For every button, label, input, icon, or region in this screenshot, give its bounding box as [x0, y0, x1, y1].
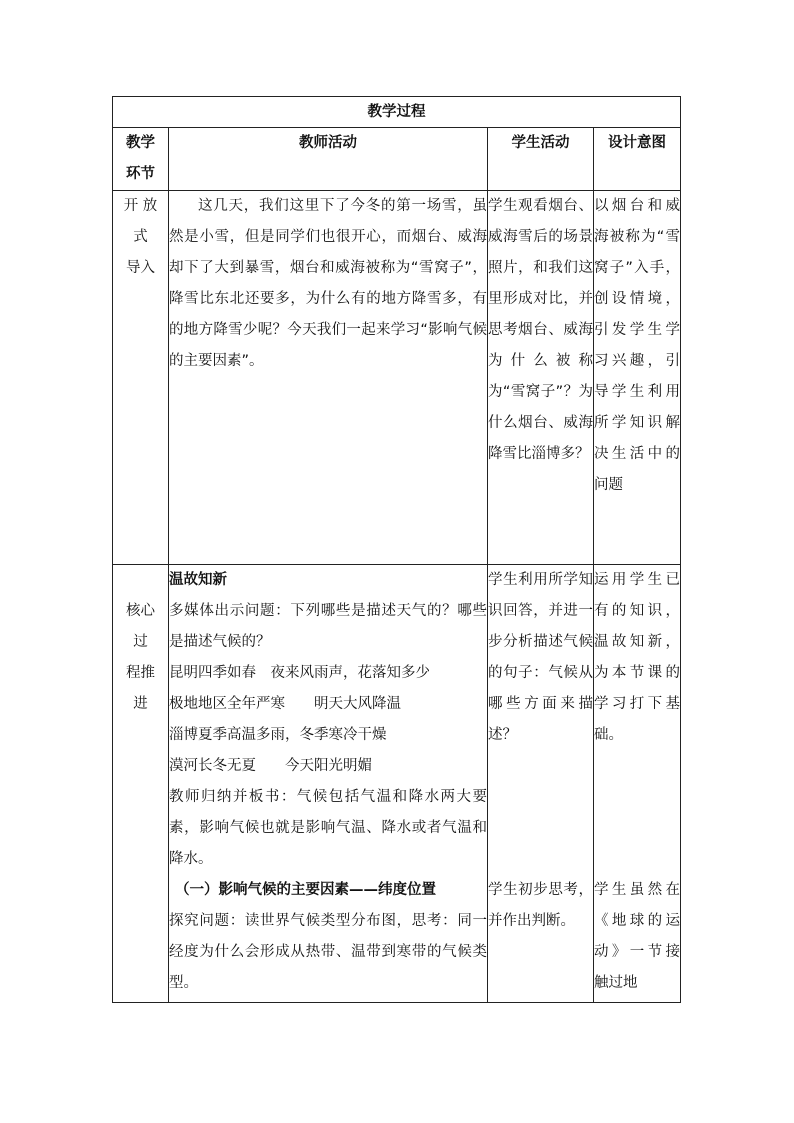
header-intent-label: 设计意图	[608, 135, 666, 151]
stage-intro-line: 开 放	[123, 198, 158, 214]
stage-core-line: 进	[133, 696, 148, 712]
table-row-core	[113, 565, 681, 1003]
review-question: 多媒体出示问题：下列哪些是描述天气的？哪些是描述气候的？	[169, 603, 487, 650]
student-core-text-a: 学生利用所学知识回答，并进一步分析描述气候的句子：气候从哪些方面来描述？	[488, 572, 593, 743]
table-row-intro	[113, 191, 681, 565]
explore-question: 探究问题：读世界气候类型分布图，思考：同一经度为什么会形成从热带、温带到寒带的气候类型。	[169, 913, 487, 991]
review-heading: 温故知新	[169, 572, 227, 588]
stage-core-line: 核心	[126, 603, 155, 619]
header-teacher-label: 教师活动	[299, 135, 357, 151]
stage-core-line: 程推	[126, 665, 155, 681]
teaching-process-table	[112, 96, 681, 1003]
intent-intro-text: 以烟台和威海被称为“雪窝子”入手，创设情境，引发学生学习兴趣，引导学生利用所学知识解决生活中的问题	[594, 198, 680, 493]
intent-core-text-b: 学生虽然在《地球的运动》一节接触过地	[594, 882, 680, 991]
design-intent-core	[594, 565, 681, 1003]
design-intent-intro	[594, 191, 681, 565]
student-activity-intro	[488, 191, 594, 565]
stage-intro-line: 式	[133, 229, 148, 245]
student-core-text-b: 学生初步思考，并作出判断。	[488, 882, 593, 929]
example-sentence: 极地地区全年严寒 明天大风降温	[169, 696, 401, 712]
header-stage	[113, 128, 169, 191]
header-teacher	[169, 128, 488, 191]
teacher-summary: 教师归纳并板书：气候包括气温和降水两大要素，影响气候也就是影响气温、降水或者气温和降水。	[169, 789, 487, 867]
stage-core	[113, 565, 169, 1003]
section-title-latitude: （一）影响气候的主要因素——纬度位置	[175, 882, 436, 898]
table-title: 教学过程	[113, 97, 681, 128]
header-student	[488, 128, 594, 191]
intent-core-text-a: 运用学生已有的知识，温故知新，为本节课的学习打下基础。	[594, 572, 680, 743]
stage-intro	[113, 191, 169, 565]
teacher-intro-text: 这几天，我们这里下了今冬的第一场雪，虽然是小雪，但是同学们也很开心，而烟台、威海却下了大到暴雪，烟台和威海被称为“雪窝子”，降雪比东北还要多，为什么有的地方降雪多，有的地方降雪少呢？今天我们一起来学习“影响气候的主要因素”。	[169, 198, 487, 369]
example-sentence: 漠河长冬无夏 今天阳光明媚	[169, 758, 372, 774]
header-student-label: 学生活动	[511, 135, 570, 151]
example-sentence: 昆明四季如春 夜来风雨声，花落知多少	[169, 665, 430, 681]
stage-intro-line: 导入	[126, 260, 155, 276]
student-intro-text: 学生观看烟台、威海雪后的场景照片，和我们这里形成对比，并思考烟台、威海为什么被称为“雪窝子”？为什么烟台、威海降雪比淄博多？	[488, 198, 593, 462]
stage-core-line: 过	[133, 634, 148, 650]
student-activity-core	[488, 565, 594, 1003]
header-stage-line2: 环节	[126, 166, 155, 182]
header-intent	[594, 128, 681, 191]
example-sentence: 淄博夏季高温多雨，冬季寒冷干燥	[169, 727, 387, 743]
teacher-activity-intro	[169, 191, 488, 565]
header-stage-line1: 教学	[126, 135, 155, 151]
teacher-activity-core	[169, 565, 488, 1003]
